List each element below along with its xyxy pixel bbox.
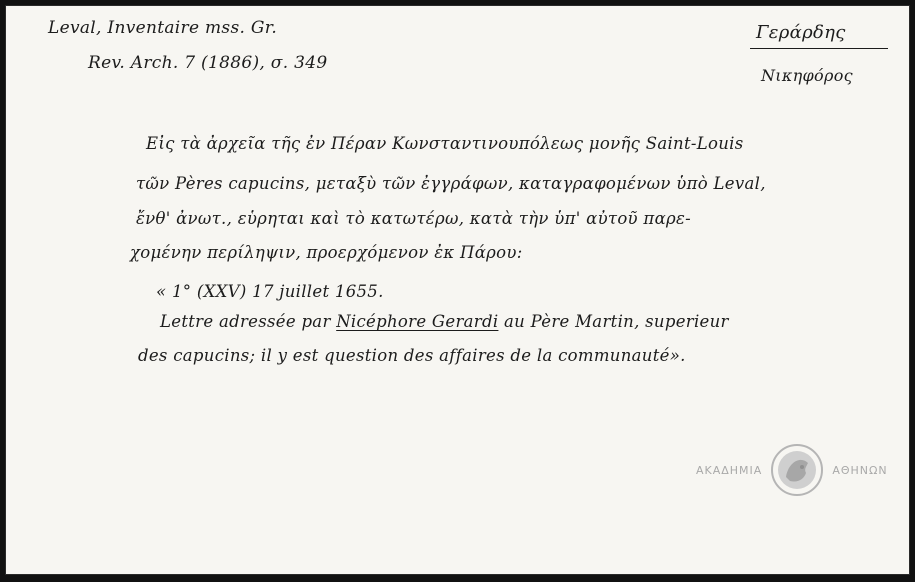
- letter-text-post: au Père Martin, superieur: [498, 312, 729, 331]
- index-card: [5, 5, 910, 575]
- letter-text-pre: Lettre adressée par: [160, 312, 337, 331]
- body-line: des capucins; il y est question des affaires de la communauté».: [138, 346, 686, 365]
- reference-line-2: Rev. Arch. 7 (1886), σ. 349: [88, 53, 328, 73]
- athena-seal-icon: [770, 443, 824, 497]
- academy-watermark: [696, 438, 906, 502]
- forename: Νικηφόρος: [761, 66, 853, 85]
- letter-line: [160, 312, 729, 331]
- body-line: τῶν Pères capucins, μεταξὺ τῶν ἐγγράφων, καταγραφομένων ὑπὸ Leval,: [136, 174, 766, 193]
- reference-line-1: Leval, Inventaire mss. Gr.: [48, 18, 278, 38]
- body-line: ἔνθ' ἀνωτ., εὑρηται καὶ τὸ κατωτέρω, κατὰ τὴν ὑπ' αὐτοῦ παρε-: [136, 209, 692, 228]
- quote-date-line: « 1° (XXV) 17 juillet 1655.: [156, 282, 384, 301]
- body-line: Εἰς τὰ ἀρχεῖα τῆς ἐν Πέραν Κωνσταντινουπόλεως μονῆς Saint-Louis: [146, 134, 744, 153]
- body-line: χομένην περίληψιν, προερχόμενον ἐκ Πάρου:: [130, 243, 523, 262]
- watermark-left-text: ΑΚΑΔΗΜΙΑ: [696, 463, 763, 477]
- surname-heading: Γεράρδης: [756, 22, 846, 43]
- watermark-right-text: ΑΘΗΝΩΝ: [832, 463, 888, 477]
- surname-underline: [750, 48, 888, 49]
- letter-name: Nicéphore Gerardi: [336, 312, 499, 331]
